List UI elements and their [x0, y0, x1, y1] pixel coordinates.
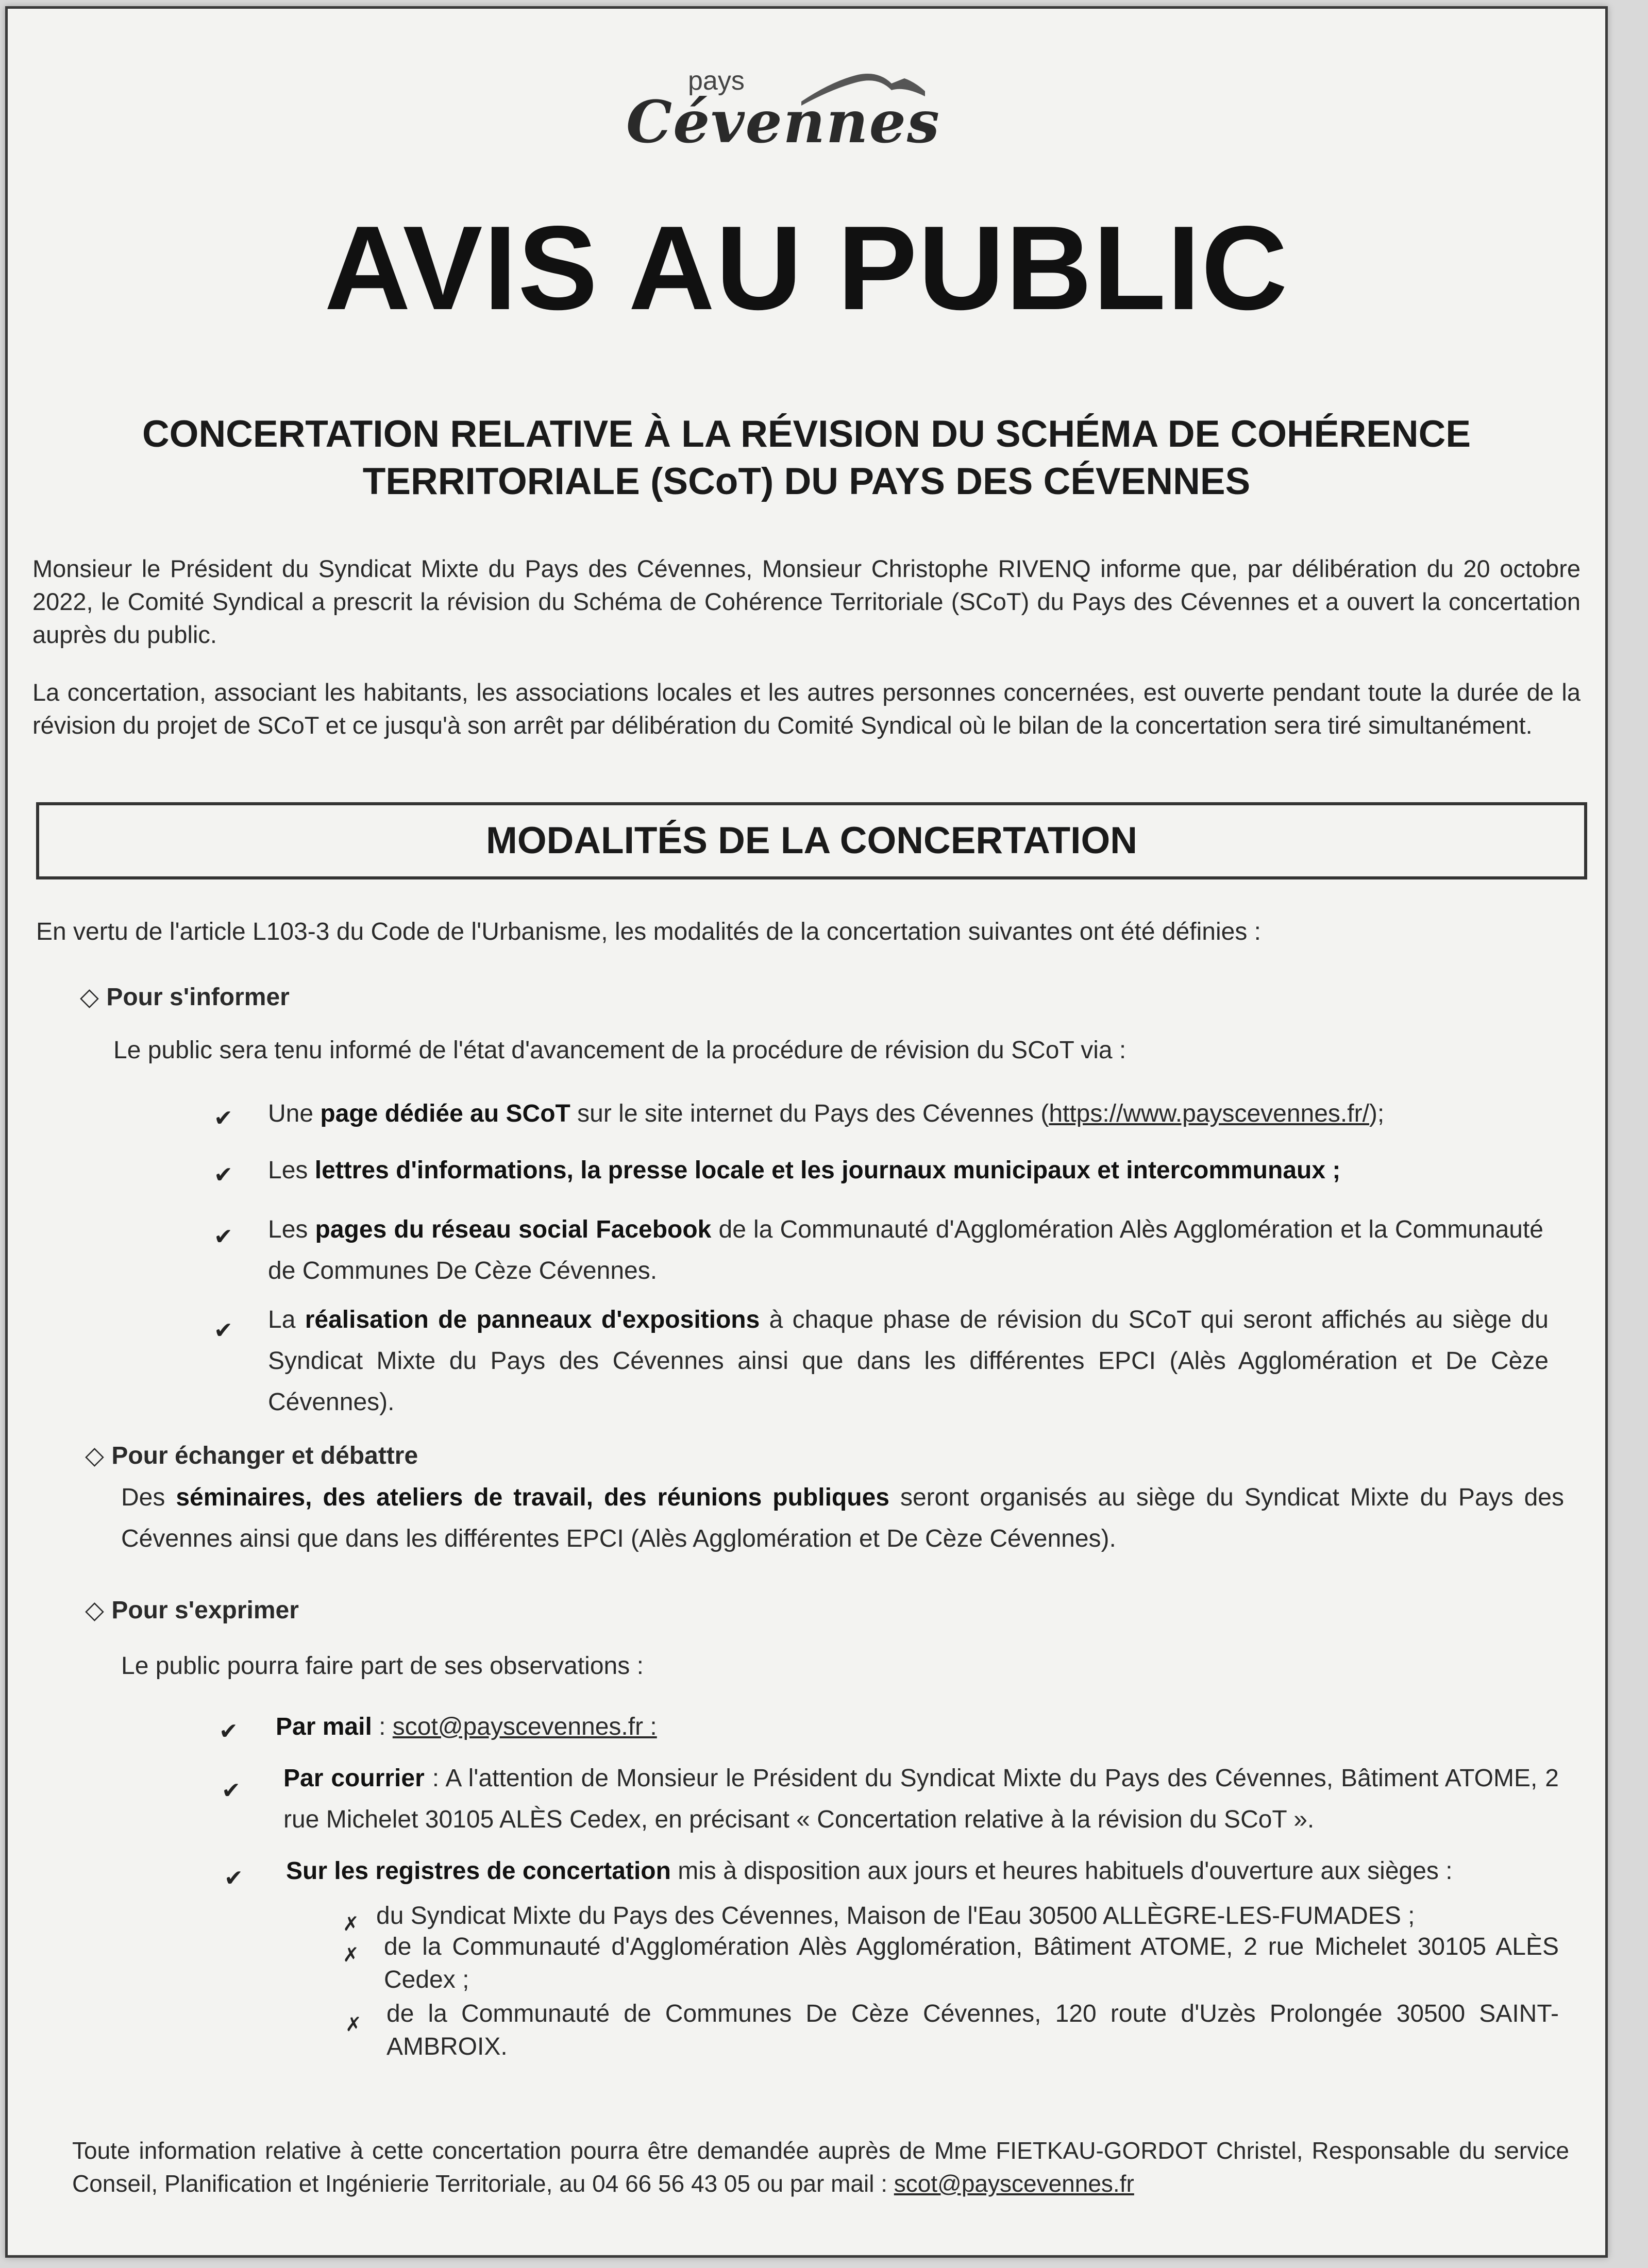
exprimer-lead: Le public pourra faire part de ses observations : — [121, 1652, 644, 1680]
section-echanger-heading — [85, 1441, 418, 1470]
item-text: Les — [268, 1157, 315, 1184]
item-bold-text: Sur les registres de concertation — [286, 1857, 671, 1885]
cross-bullet-icon: ✗ — [345, 2014, 362, 2036]
item-bold-text: séminaires, des ateliers de travail, des réunions publiques — [176, 1484, 889, 1511]
siege-item-3: de la Communauté de Communes De Cèze Cévennes, 120 route d'Uzès Prolongée 30500 SAINT-AMBROIX. — [386, 2000, 1559, 2060]
footer-contact — [72, 2134, 1569, 2200]
item-text: : — [372, 1713, 393, 1740]
logo-pays-text: pays — [688, 66, 745, 96]
check-icon: ✔ — [214, 1162, 233, 1188]
item-text: : A l'attention de Monsieur le Président du Syndicat Mixte du Pays des Cévennes, Bâtiment ATOME, 2 rue Michelet 30105 ALÈS Cedex, en précisant « Concertation relative à la révision du SCoT ». — [283, 1765, 1559, 1833]
website-link[interactable]: https://www.payscevennes.fr/ — [1049, 1100, 1369, 1127]
diamond-bullet-icon: ◇ — [85, 1442, 104, 1469]
item-bold-text: lettres d'informations, la presse locale et les journaux municipaux et intercommunaux ; — [314, 1157, 1341, 1184]
modalites-lead: En vertu de l'article L103-3 du Code de l'Urbanisme, les modalités de la concertation suivantes ont été définies : — [36, 918, 1262, 945]
item-bold-text: Par courrier — [283, 1765, 425, 1792]
item-text: Une — [268, 1100, 321, 1127]
subtitle-line-2: TERRITORIALE (SCoT) DU PAYS DES CÉVENNES — [362, 461, 1251, 502]
check-icon: ✔ — [214, 1318, 233, 1343]
exprimer-registres — [286, 1851, 1559, 1892]
email-link[interactable]: scot@payscevennes.fr : — [392, 1713, 657, 1740]
section-exprimer-heading — [85, 1596, 299, 1624]
informer-item-1 — [268, 1093, 1543, 1135]
item-text: sur le site internet du Pays des Cévennes ( — [570, 1100, 1049, 1127]
item-bold-text: réalisation de panneaux d'expositions — [305, 1306, 760, 1333]
modalites-heading: MODALITÉS DE LA CONCERTATION — [36, 802, 1587, 879]
siege-item-1: du Syndicat Mixte du Pays des Cévennes, Maison de l'Eau 30500 ALLÈGRE-LES-FUMADES ; — [376, 1902, 1415, 1930]
exprimer-mail — [276, 1706, 1543, 1748]
intro-paragraph-2: La concertation, associant les habitants, les associations locales et les autres personnes concernées, est ouverte pendant toute la durée de la révision du projet de SCoT et ce jusqu'à son arrêt par délibération du Comité Syndical où le bilan de la concertation sera tiré simultanément. — [32, 679, 1580, 739]
diamond-bullet-icon: ◇ — [85, 1597, 104, 1624]
page-title: AVIS AU PUBLIC — [324, 201, 1289, 335]
check-icon: ✔ — [224, 1866, 243, 1891]
item-text: mis à disposition aux jours et heures habituels d'ouverture aux sièges : — [670, 1857, 1453, 1885]
check-icon: ✔ — [214, 1106, 233, 1131]
section-exprimer-label: Pour s'exprimer — [111, 1597, 299, 1624]
logo-cevennes-text: Cévennes — [626, 89, 940, 156]
siege-item-2: de la Communauté d'Agglomération Alès Agglomération, Bâtiment ATOME, 2 rue Michelet 30105 ALÈS Cedex ; — [384, 1933, 1559, 1993]
informer-item-4 — [268, 1299, 1549, 1423]
informer-item-3 — [268, 1209, 1543, 1292]
informer-item-2 — [268, 1150, 1543, 1191]
item-text: à chaque phase de révision du SCoT qui seront affichés au siège du Syndicat Mixte du Pays des Cévennes ainsi que dans les différentes EPCI (Alès Agglomération et De Cèze Cévennes). — [268, 1306, 1549, 1416]
item-text: ); — [1369, 1100, 1385, 1127]
item-text: Des — [121, 1484, 176, 1511]
item-bold-text: pages du réseau social Facebook — [315, 1216, 712, 1243]
notice-subtitle — [39, 411, 1574, 505]
check-icon: ✔ — [222, 1778, 241, 1803]
footer-email-link[interactable]: scot@payscevennes.fr — [894, 2170, 1134, 2197]
exprimer-courrier — [283, 1758, 1559, 1840]
intro-paragraph-1: Monsieur le Président du Syndicat Mixte du Pays des Cévennes, Monsieur Christophe RIVENQ informe que, par délibération du 20 octobre 2022, le Comité Syndical a prescrit la révision du Schéma de Cohérence Territoriale (SCoT) du Pays des Cévennes et a ouvert la concertation auprès du public. — [32, 555, 1580, 648]
section-informer-label: Pour s'informer — [106, 984, 290, 1011]
item-text: Les — [268, 1216, 315, 1243]
informer-lead: Le public sera tenu informé de l'état d'avancement de la procédure de révision du SCoT via : — [113, 1037, 1126, 1064]
item-bold-text: Par mail — [276, 1713, 372, 1740]
echanger-text — [121, 1477, 1564, 1560]
section-informer-heading — [80, 983, 290, 1011]
check-icon: ✔ — [214, 1224, 233, 1249]
diamond-bullet-icon: ◇ — [80, 984, 99, 1011]
subtitle-line-1: CONCERTATION RELATIVE À LA RÉVISION DU SCHÉMA DE COHÉRENCE — [142, 413, 1471, 455]
item-text: La — [268, 1306, 305, 1333]
item-text: de la Communauté d'Agglomération Alès Agglomération et la Communauté de Communes De Cèze Cévennes. — [268, 1216, 1543, 1284]
notice-sheet — [5, 6, 1608, 2258]
item-bold-text: page dédiée au SCoT — [320, 1100, 570, 1127]
item-text: seront organisés au siège du Syndicat Mixte du Pays des Cévennes ainsi que dans les différentes EPCI (Alès Agglomération et De Cèze Cévennes). — [121, 1484, 1565, 1552]
footer-text: Toute information relative à cette concertation pourra être demandée auprès de Mme FIETKAU-GORDOT Christel, Responsable du service Conseil, Planification et Ingénierie Territoriale, au 04 66 56 43 05 ou par mail : — [72, 2137, 1569, 2197]
cross-bullet-icon: ✗ — [343, 1944, 359, 1966]
check-icon: ✔ — [219, 1719, 238, 1744]
cross-bullet-icon: ✗ — [343, 1914, 359, 1935]
section-echanger-label: Pour échanger et débattre — [111, 1442, 418, 1469]
pays-cevennes-logo — [621, 65, 940, 168]
